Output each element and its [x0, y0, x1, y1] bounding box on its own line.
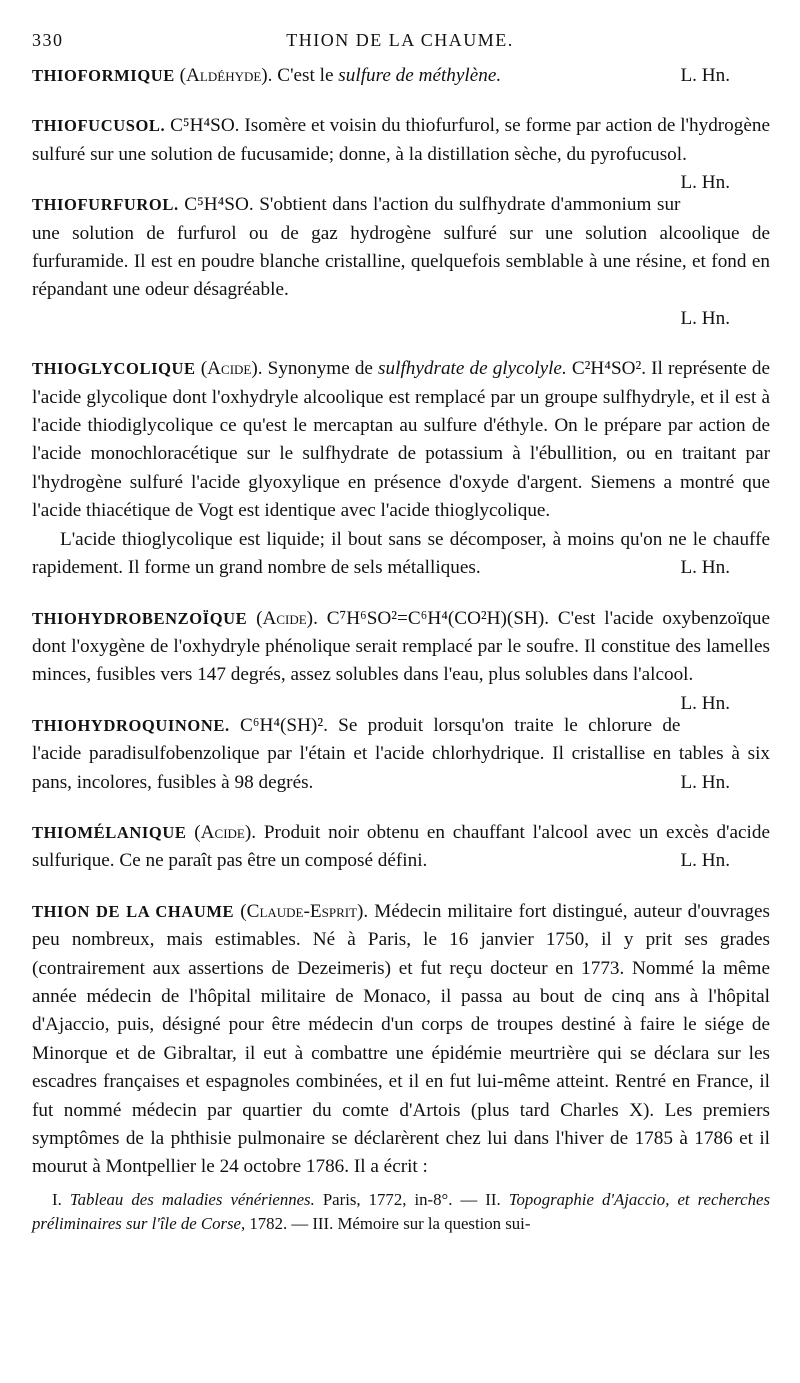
entry-note: (Acide).: [194, 821, 257, 843]
entry-italic: sulfhydrate de glycolyle.: [378, 358, 567, 380]
bibliography: [32, 1188, 770, 1236]
headword: THIOGLYCOLIQUE: [32, 359, 196, 379]
entry-thiofucusol: [32, 112, 770, 194]
author-signature: L. Hn.: [680, 771, 730, 793]
author-signature: L. Hn.: [680, 850, 730, 872]
entry-thion-de-la-chaume: [32, 898, 770, 1236]
author-signature: L. Hn.: [680, 65, 730, 86]
page-number: 330: [32, 30, 64, 50]
biblio-title: Tableau des maladies vénériennes.: [69, 1189, 315, 1209]
entry-note: (Claude-Esprit).: [240, 900, 369, 922]
entry-paragraph-2: L'acide thioglycolique est liquide; il bout sans se décomposer, à moins qu'on ne le chauffe rapidement. Il forme un grand nombre de sels métalliques.: [32, 528, 770, 579]
entry-thiomelanique: [32, 819, 770, 876]
running-title: THION DE LA CHAUME.: [286, 30, 514, 50]
biblio-title: Topographie d'Ajaccio, et recherches préliminaires sur l'île de Corse,: [32, 1189, 770, 1233]
biblio-details: 1782. — III. Mémoire sur la question sui-: [245, 1213, 531, 1233]
biblio-details: Paris, 1772, in-8°. — II.: [314, 1189, 509, 1209]
entry-thioglycolique: [32, 355, 770, 582]
biblio-number: I.: [52, 1189, 70, 1209]
entry-thiofurfurol: [32, 191, 770, 333]
headword: THIOFURFUROL.: [32, 195, 179, 215]
author-signature: L. Hn.: [680, 692, 730, 714]
author-signature: L. Hn.: [680, 307, 730, 329]
dictionary-body: [32, 62, 770, 1258]
headword: THIOHYDROBENZOÏQUE: [32, 608, 248, 628]
entry-italic: sulfure de méthylène.: [338, 65, 502, 86]
entry-text: C⁷H⁶SO²=C⁶H⁴(CO²H)(SH). C'est l'acide oxybenzoïque dont l'oxygène de l'oxhydryle phénolique serait remplacé par le soufre. Il constitue des lamelles minces, fusibles vers 147 degrés, assez solubles dans l'eau, plus solubles dans l'alcool.: [32, 607, 771, 686]
author-signature: L. Hn.: [680, 172, 730, 194]
entry-text: Produit noir obtenu en chauffant l'alcool avec un excès d'acide sulfurique. Ce ne paraît pas être un composé défini.: [32, 821, 770, 872]
headword: THIOFUCUSOL.: [32, 116, 166, 136]
entry-text: Synonyme de: [262, 358, 379, 380]
entry-text: C'est le: [272, 65, 339, 86]
entry-thioformique: [32, 62, 770, 90]
running-head: [32, 30, 768, 54]
entry-text-continued: C²H⁴SO². Il représente de l'acide glycolique dont l'oxhydryle alcoolique est remplacé par un groupe sulfhydryle, et il est à l'acide thiodiglycolique ce qu'est le mercaptan au sulfure d'éthyle. On le prépare par action de l'acide monochloracétique sur le sulfhydrate de potassium à l'ébullition, ou en traitant par l'hydrogène sulfuré l'acide glyoxylique en présence d'oxyde d'argent. Siemens a montré que l'acide thiacétique de Vogt est identique avec l'acide thioglycolique.: [32, 358, 770, 522]
headword: THION DE LA CHAUME: [32, 901, 235, 921]
entry-note: (Acide).: [256, 607, 318, 629]
entry-note: (Acide).: [200, 358, 263, 380]
author-signature: L. Hn.: [680, 557, 730, 579]
entry-thiohydroquinone: [32, 712, 770, 797]
headword: THIOMÉLANIQUE: [32, 822, 187, 842]
headword: THIOHYDROQUINONE.: [32, 715, 230, 735]
entry-text: C⁵H⁴SO. Isomère et voisin du thiofurfurol, se forme par action de l'hydrogène sulfuré sur une solution de fucusamide; donne, à la distillation sèche, du pyrofucusol.: [32, 115, 770, 165]
entry-text: Médecin militaire fort distingué, auteur d'ouvrages peu nombreux, mais estimables. Né à Paris, le 16 janvier 1750, il y prit ses grades (contrairement aux assertions de Dezeimeris) et fut reçu docteur en 1773. Nommé la même année médecin de l'hôpital militaire de Monaco, il passa au bout de cinq ans à l'hôpital d'Ajaccio, puis, désigné pour être médecin d'un corps de troupes destiné à faire le siége de Minorque et de Gibraltar, il eut à combattre une épidémie meurtrière qui se déclara sur les escadres françaises et espagnoles combinées, et il en fut lui-même atteint. Rentré en France, il fut nommé médecin par quartier du comte d'Artois (plus tard Charles X). Les premiers symptômes de la phthisie pulmonaire se déclarèrent chez lui dans l'hiver de 1785 à 1786 et il mourut à Montpellier le 24 octobre 1786. Il a écrit :: [32, 900, 770, 1178]
entry-note: (Aldéhyde).: [179, 65, 273, 86]
headword: THIOFORMIQUE: [32, 66, 175, 85]
entry-text: C⁵H⁴SO. S'obtient dans l'action du sulfhydrate d'ammonium sur une solution de furfurol ou de gaz hydrogène sulfuré sur une solution alcoolique de furfuramide. Il est en poudre blanche cristalline, quelquefois semblable à une résine, et fond en répandant une odeur désagréable.: [32, 194, 770, 301]
entry-text: C⁶H⁴(SH)². Se produit lorsqu'on traite le chlorure de l'acide paradisulfobenzolique par l'étain et l'acide chlorhydrique. Il cristallise en tables à six pans, incolores, fusibles à 98 degrés.: [32, 714, 770, 793]
entry-thiohydrobenzoique: [32, 605, 771, 714]
